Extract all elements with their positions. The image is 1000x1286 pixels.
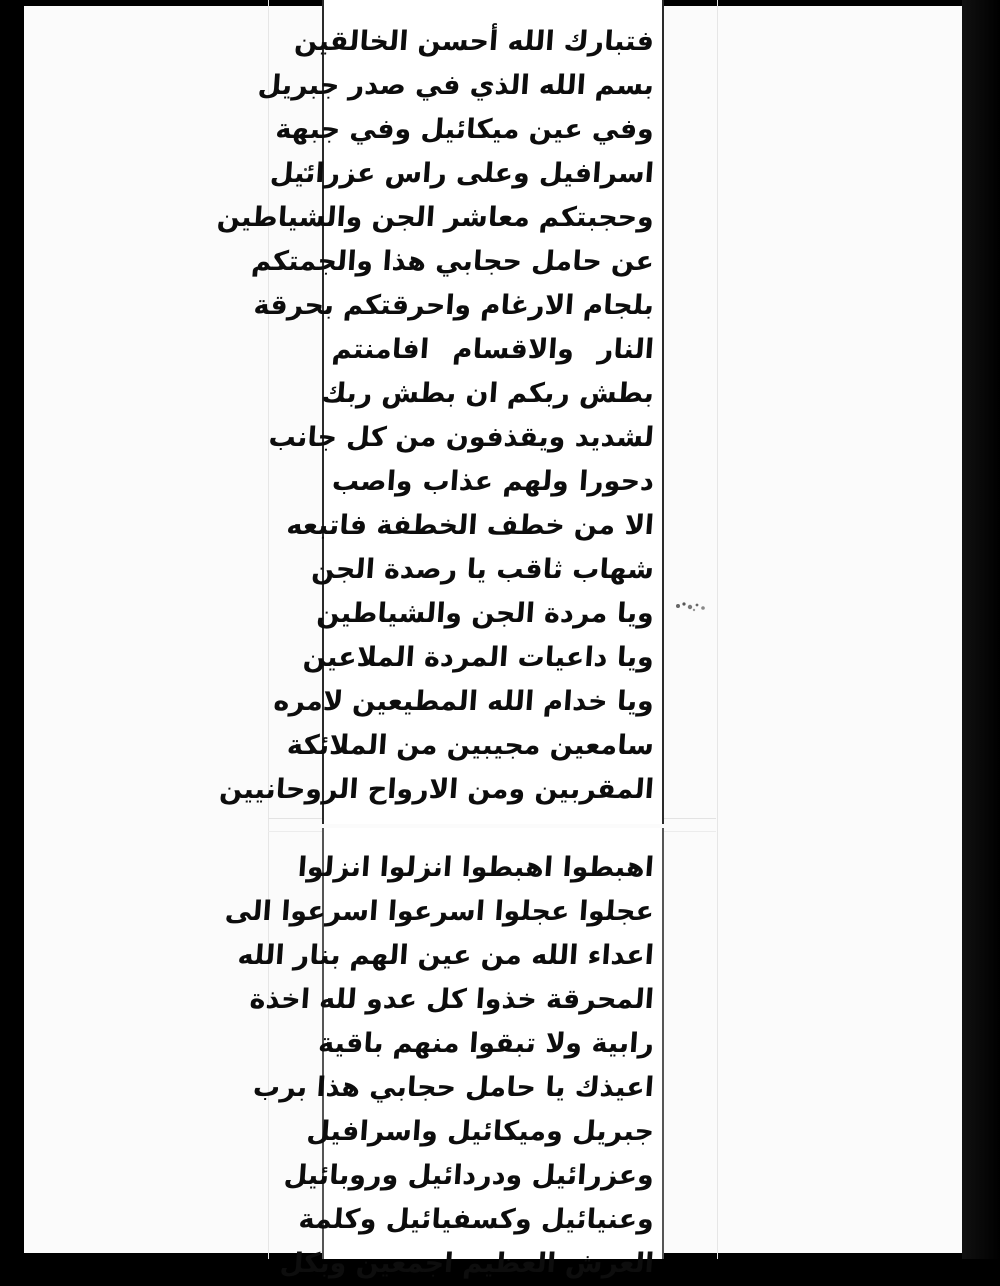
scan-border-right [962, 0, 1000, 1259]
manuscript-line: اعداء الله من عين الهم بنار الله [236, 940, 656, 971]
manuscript-line: النار والاقسام افامنتم [330, 334, 656, 365]
manuscript-line: شهاب ثاقب يا رصدة الجن [310, 554, 656, 585]
manuscript-line: لشديد ويقذفون من كل جانب [267, 422, 656, 453]
ink-smudge [672, 596, 712, 616]
manuscript-strip-upper [215, 0, 664, 824]
manuscript-line [323, 0, 662, 20]
manuscript-line: اسرافيل وعلى راس عزرائيل [269, 158, 656, 189]
manuscript-strip-lower [223, 828, 664, 1279]
manuscript-line: بلجام الارغام واحرقتكم بحرقة [252, 290, 656, 321]
manuscript-line: وحجبتكم معاشر الجن والشياطين [215, 202, 656, 233]
manuscript-line: ويا مردة الجن والشياطين [315, 598, 656, 629]
manuscript-line: رابية ولا تبقوا منهم باقية [317, 1028, 656, 1059]
manuscript-line: ويا داعيات المردة الملاعين [301, 642, 656, 673]
manuscript-line: العرش العظيم اجمعين وبكل [278, 1248, 656, 1279]
manuscript-line: الا من خطف الخطفة فاتبعه [285, 510, 656, 541]
manuscript-line: المقربين ومن الارواح الروحانيين [218, 774, 656, 805]
manuscript-line: دحورا ولهم عذاب واصب [330, 466, 656, 497]
manuscript-line: جبريل وميكائيل واسرافيل [305, 1116, 656, 1147]
manuscript-line: عن حامل حجابي هذا والجمتكم [250, 246, 656, 277]
scan-border-left [0, 0, 24, 1259]
manuscript-line: بسم الله الذي في صدر جبريل [256, 70, 656, 101]
manuscript-line: وعنيائيل وكسفيائيل وكلمة [297, 1204, 656, 1235]
manuscript-line: وفي عين ميكائيل وفي جبهة [274, 114, 656, 145]
manuscript-line: المحرقة خذوا كل عدو لله اخذة [248, 984, 656, 1015]
text-block-upper [215, 0, 662, 812]
manuscript-line: اهبطوا اهبطوا انزلوا انزلوا [296, 852, 656, 883]
manuscript-line: اعيذك يا حامل حجابي هذا برب [252, 1072, 656, 1103]
manuscript-line: عجلوا عجلوا اسرعوا اسرعوا الى [223, 896, 656, 927]
manuscript-line: سامعين مجيبين من الملائكة [286, 730, 656, 761]
manuscript-line: فتبارك الله أحسن الخالقين [293, 26, 656, 57]
text-block-lower [223, 828, 662, 1286]
manuscript-line: ويا خدام الله المطيعين لامره [272, 686, 656, 717]
manuscript-line: بطش ربكم ان بطش ربك [320, 378, 656, 409]
manuscript-line: وعزرائيل ودردائيل وروبائيل [282, 1160, 656, 1191]
